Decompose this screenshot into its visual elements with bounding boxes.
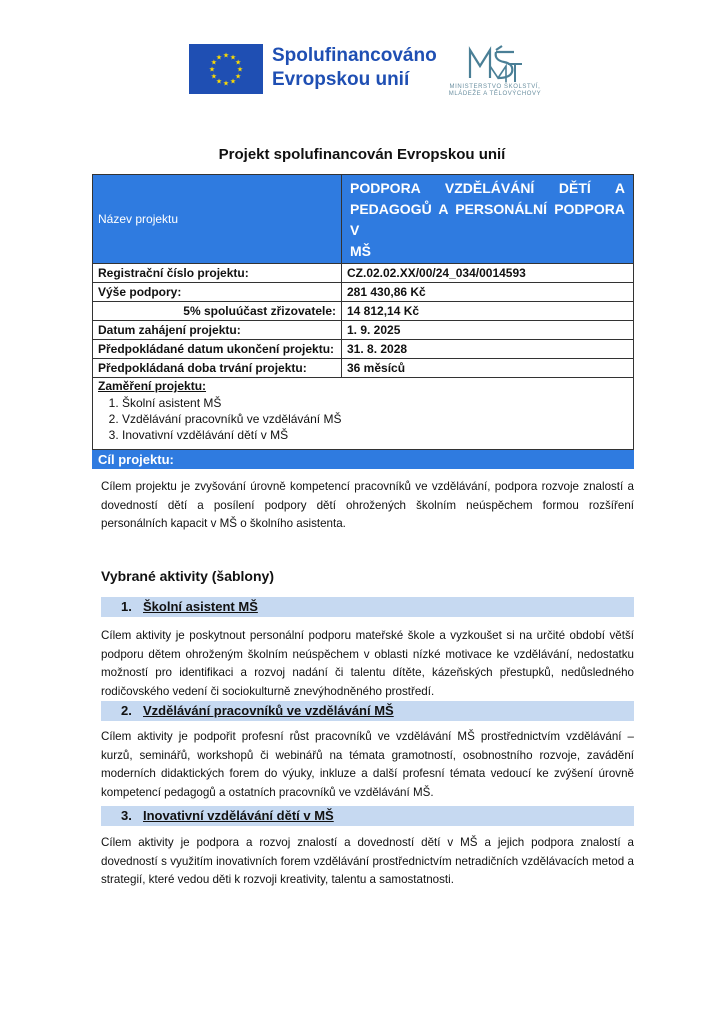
project-name-line1: PODPORA VZDĚLÁVÁNÍ DĚTÍ A (350, 180, 625, 196)
table-row (93, 359, 634, 378)
activities-heading: Vybrané aktivity (šablony) (101, 568, 274, 584)
msmt-caption (440, 84, 550, 98)
row-label: Výše podpory: (93, 283, 342, 302)
project-name-value (342, 175, 634, 264)
project-name-line2: PEDAGOGŮ A PERSONÁLNÍ PODPORA V (350, 201, 625, 238)
eu-star: ★ (222, 80, 230, 88)
list-item: 2. Vzdělávání pracovníků ve vzdělávání MŠ (122, 411, 628, 427)
list-item: 3. Inovativní vzdělávání dětí v MŠ (122, 427, 628, 443)
eu-star: ★ (215, 54, 223, 62)
row-label: Předpokládané datum ukončení projektu: (93, 340, 342, 359)
activity-text: Cílem aktivity je poskytnout personální podporu mateřské škole a vyzkoušet si na určité období větší podporu dětem ohroženým školním neúspěchem v oblasti nízké motivace ke vzdělávání, nedostatku možností pro identifikaci a rozvoj nadání či talentu dítěte, kázeňských přestupků, nedůsledného rodičovského vedení či sociokulturně znevýhodněného prostředí. (101, 629, 634, 698)
focus-list (98, 395, 628, 443)
activity-number: 2. (121, 703, 132, 718)
eu-star: ★ (208, 66, 216, 74)
row-value: 36 měsíců (342, 359, 634, 378)
row-value: 1. 9. 2025 (342, 321, 634, 340)
msmt-caption-line2: MLÁDEŽE A TĚLOVÝCHOVY (448, 91, 542, 97)
row-label: 5% spoluúčast zřizovatele: (93, 302, 342, 321)
activity-text: Cílem aktivity je podpora a rozvoj znalostí a dovedností dětí v MŠ a jejich podpora znalostí a dovedností s využitím inovativních forem vzdělávání prostřednictvím netradičních vzdělávacích metod a strategií, které vedou děti k rozvoji kreativity, talentu a samostatnosti. (101, 836, 634, 886)
activity-text: Cílem aktivity je podpořit profesní růst pracovníků ve vzdělávání MŠ prostřednictvím vzdělávání – kurzů, seminářů, workshopů či webinářů na témata gramotností, osobnostního rozvoje, zavádění moderních didaktických forem do výuky, inkluze a další profesní témata vedoucí ke zvýšení úrovně kompetencí pedagogů a ostatních pracovníků ve vzdělávání MŠ. (101, 730, 634, 799)
table-row (93, 283, 634, 302)
activity-label: Školní asistent MŠ (143, 599, 258, 614)
row-label: Registrační číslo projektu: (93, 264, 342, 283)
table-row (93, 321, 634, 340)
goal-text: Cílem projektu je zvyšování úrovně kompetencí pracovníků ve vzdělávání, podpora rozvoje znalostí a dovedností dětí a posílení podpory dětí ohrožených školním neúspěchem formou rozšíření personálních kapacit v MŠ o školního asistenta. (101, 480, 634, 530)
eu-star: ★ (229, 78, 237, 86)
project-info-table (92, 174, 634, 450)
activity-number: 1. (121, 599, 132, 614)
row-value: 14 812,14 Kč (342, 302, 634, 321)
table-row (93, 264, 634, 283)
eu-star: ★ (222, 52, 230, 60)
project-name-row (93, 175, 634, 264)
row-label: Předpokládaná doba trvání projektu: (93, 359, 342, 378)
activity-heading (101, 701, 634, 721)
eu-cofinanced-text (272, 44, 437, 92)
row-value: 31. 8. 2028 (342, 340, 634, 359)
eu-star: ★ (234, 59, 242, 67)
eu-flag-icon (189, 44, 263, 94)
eu-star: ★ (236, 66, 244, 74)
activity-heading (101, 806, 634, 826)
project-focus-row (93, 378, 634, 450)
activity-label: Vzdělávání pracovníků ve vzdělávání MŠ (143, 703, 394, 718)
project-focus-cell (93, 378, 634, 450)
focus-title: Zaměření projektu: (98, 379, 207, 393)
eu-star: ★ (210, 73, 218, 81)
project-name-line3: MŠ (350, 243, 371, 259)
table-row (93, 302, 634, 321)
eu-star: ★ (210, 59, 218, 67)
eu-star: ★ (234, 73, 242, 81)
page-title: Projekt spolufinancován Evropskou unií (218, 146, 506, 163)
goal-heading: Cíl projektu: (92, 450, 634, 469)
project-name-label: Název projektu (93, 175, 342, 264)
eu-star: ★ (229, 54, 237, 62)
row-value: 281 430,86 Kč (342, 283, 634, 302)
row-value: CZ.02.02.XX/00/24_034/0014593 (342, 264, 634, 283)
row-label: Datum zahájení projektu: (93, 321, 342, 340)
msmt-caption-line1: MINISTERSTVO ŠKOLSTVÍ, (449, 84, 541, 90)
table-row (93, 340, 634, 359)
list-item: 1. Školní asistent MŠ (122, 395, 628, 411)
activity-number: 3. (121, 808, 132, 823)
msmt-logo-icon (464, 44, 524, 84)
eu-text-line1: Spolufinancováno (272, 45, 437, 66)
activity-heading (101, 597, 634, 617)
eu-star: ★ (215, 78, 223, 86)
eu-text-line2: Evropskou unií (272, 69, 410, 90)
activity-label: Inovativní vzdělávání dětí v MŠ (143, 808, 334, 823)
